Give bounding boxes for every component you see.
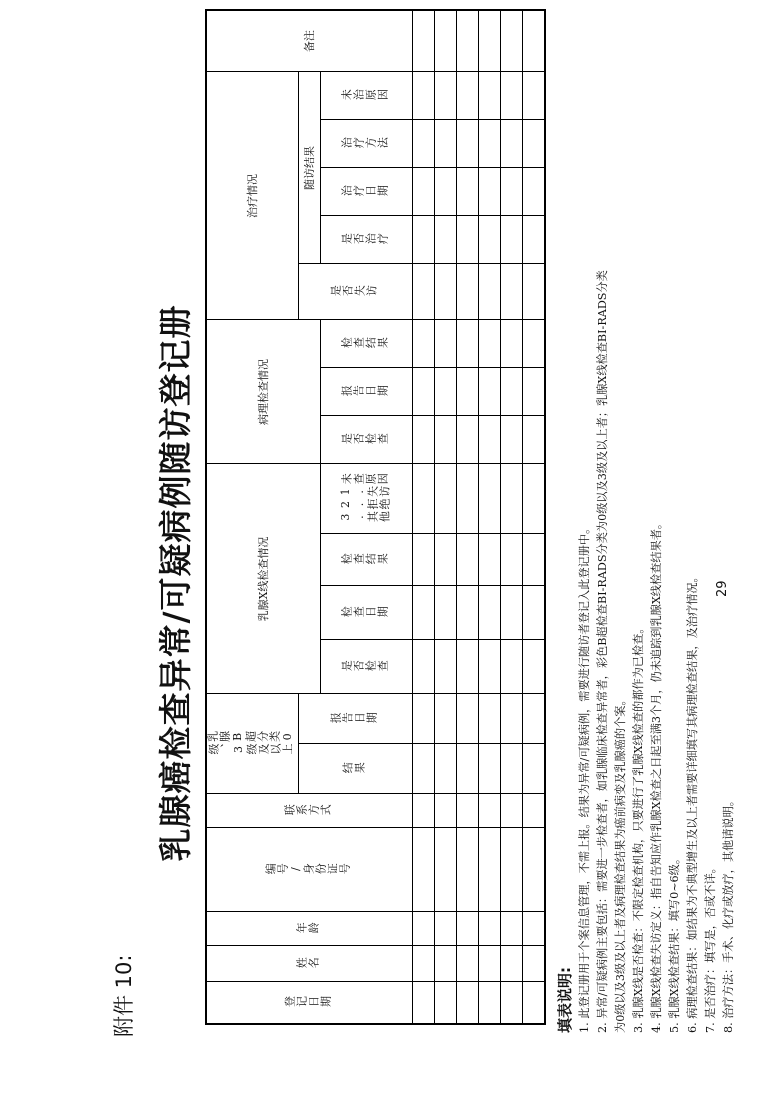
table-body (413, 10, 546, 1024)
table-cell[interactable] (413, 320, 435, 368)
col-header-pathology: 病理检查情况 (206, 320, 321, 464)
table-cell[interactable] (479, 264, 501, 320)
instruction-line: 3. 乳腺X线是否检查：不限定检查机构，只要进行了乳腺X线检查的都作为已检查。 (632, 622, 645, 1033)
table-cell[interactable] (457, 264, 479, 320)
table-cell[interactable] (523, 368, 546, 416)
table-cell[interactable] (501, 912, 523, 946)
table-cell[interactable] (479, 640, 501, 694)
table-cell[interactable] (435, 168, 457, 216)
col-header-path-date: 报告日期 (321, 368, 413, 416)
table-cell[interactable] (435, 264, 457, 320)
table-cell[interactable] (457, 744, 479, 794)
table-cell[interactable] (523, 534, 546, 586)
table-cell[interactable] (457, 368, 479, 416)
instruction-line: 5. 乳腺X线检查结果：填写0~6级。 (668, 852, 681, 1033)
table-cell[interactable] (435, 744, 457, 794)
table-cell[interactable] (457, 794, 479, 828)
table-cell[interactable] (413, 416, 435, 464)
table-cell[interactable] (523, 416, 546, 464)
col-header-treatment: 治疗情况 (206, 72, 299, 320)
table-cell[interactable] (501, 120, 523, 168)
table-cell[interactable] (479, 368, 501, 416)
table-cell[interactable] (523, 828, 546, 912)
table-cell[interactable] (457, 10, 479, 72)
table-cell[interactable] (435, 416, 457, 464)
table-cell[interactable] (457, 120, 479, 168)
col-header-path-done: 是否检查 (321, 416, 413, 464)
instructions (556, 73, 738, 1033)
col-header-id: 编号/身份证号 (206, 828, 413, 912)
table-cell[interactable] (435, 586, 457, 640)
table-cell[interactable] (523, 10, 546, 72)
table-cell[interactable] (523, 264, 546, 320)
table-cell[interactable] (501, 72, 523, 120)
table-cell[interactable] (501, 464, 523, 534)
table-cell[interactable] (479, 694, 501, 744)
table-cell[interactable] (457, 828, 479, 912)
instruction-line: 7. 是否治疗：填写是，否或不详。 (704, 862, 717, 1033)
col-header-reg-date: 登记日期 (206, 982, 413, 1024)
table-cell[interactable] (523, 168, 546, 216)
table-cell[interactable] (413, 744, 435, 794)
table-cell[interactable] (457, 320, 479, 368)
attachment-label: 附件 10: (112, 954, 136, 1037)
table-cell[interactable] (457, 416, 479, 464)
col-header-xray-done: 是否检查 (321, 640, 413, 694)
instruction-line: 2. 异常/可疑病例主要包括：需要进一步检查者，如乳腺临床检查异常者，彩色B超检查BI-RADS分类为0级以及3级及以上者；乳腺X线检查BI-RADS分类 (596, 270, 609, 1033)
table-cell[interactable] (501, 828, 523, 912)
table-cell[interactable] (523, 586, 546, 640)
table-cell[interactable] (479, 416, 501, 464)
table-row (457, 10, 479, 1024)
table-cell[interactable] (479, 120, 501, 168)
col-header-xray-date: 检查日期 (321, 586, 413, 640)
col-header-path-result: 检查结果 (321, 320, 413, 368)
col-header-lost-followup: 是否失访 (299, 264, 413, 320)
table-row (435, 10, 457, 1024)
table-cell[interactable] (479, 216, 501, 264)
table-cell[interactable] (435, 982, 457, 1024)
col-header-xray-result: 检查结果 (321, 534, 413, 586)
table-row (413, 10, 435, 1024)
instruction-line: 8. 治疗方法：手术、化疗或放疗，其他请说明。 (722, 795, 735, 1033)
table-cell[interactable] (501, 794, 523, 828)
col-header-untreated-reason: 未治原因 (321, 72, 413, 120)
table-cell[interactable] (523, 912, 546, 946)
table-cell[interactable] (413, 464, 435, 534)
instructions-heading: 填表说明: (556, 967, 574, 1033)
col-header-xray-reason: 未查原因 1.失访 2.拒绝 3.其他 (321, 464, 413, 534)
table-cell[interactable] (479, 912, 501, 946)
table-cell[interactable] (479, 534, 501, 586)
table-cell[interactable] (435, 640, 457, 694)
table-row (523, 10, 546, 1024)
table-cell[interactable] (435, 694, 457, 744)
table-cell[interactable] (523, 982, 546, 1024)
col-header-remark: 备注 (206, 10, 413, 72)
table-cell[interactable] (435, 534, 457, 586)
table-cell[interactable] (479, 10, 501, 72)
col-header-xray: 乳腺X线检查情况 (206, 464, 321, 694)
table-cell[interactable] (435, 794, 457, 828)
table-cell[interactable] (435, 120, 457, 168)
registration-table (205, 9, 546, 1025)
table-cell[interactable] (413, 912, 435, 946)
table-cell[interactable] (523, 694, 546, 744)
table-cell[interactable] (435, 216, 457, 264)
table-cell[interactable] (501, 216, 523, 264)
table-cell[interactable] (457, 464, 479, 534)
table-cell[interactable] (457, 216, 479, 264)
table-cell[interactable] (413, 264, 435, 320)
table-cell[interactable] (457, 694, 479, 744)
col-header-ultrasound: 乳腺B超分类0级、3级及以上 (206, 694, 299, 794)
col-header-age: 年龄 (206, 912, 413, 946)
table-cell[interactable] (479, 744, 501, 794)
table-cell[interactable] (523, 216, 546, 264)
table-cell[interactable] (435, 464, 457, 534)
table-cell[interactable] (523, 640, 546, 694)
table-cell[interactable] (523, 946, 546, 982)
table-cell[interactable] (479, 946, 501, 982)
col-header-bus-date: 报告日期 (299, 694, 413, 744)
table-row (479, 10, 501, 1024)
table-cell[interactable] (523, 744, 546, 794)
page-title: 乳腺癌检查异常/可疑病例随访登记册 (156, 304, 195, 862)
table-cell[interactable] (501, 168, 523, 216)
table-cell[interactable] (479, 794, 501, 828)
col-header-treat-method: 治疗方法 (321, 120, 413, 168)
instruction-line: 1. 此登记册用于个案信息管理，不需上报。结果为异常/可疑病例，需要进行随访者登记入此登记册中。 (578, 522, 591, 1033)
table-cell[interactable] (435, 368, 457, 416)
col-header-contact: 联系方式 (206, 794, 413, 828)
table-cell[interactable] (501, 320, 523, 368)
table-cell[interactable] (457, 982, 479, 1024)
table-cell[interactable] (435, 912, 457, 946)
table-cell[interactable] (457, 912, 479, 946)
table-cell[interactable] (413, 216, 435, 264)
table-cell[interactable] (413, 946, 435, 982)
table-cell[interactable] (413, 120, 435, 168)
table-cell[interactable] (479, 72, 501, 120)
table-cell[interactable] (457, 168, 479, 216)
table-cell[interactable] (413, 168, 435, 216)
table-cell[interactable] (501, 264, 523, 320)
table-cell[interactable] (501, 416, 523, 464)
table-cell[interactable] (413, 534, 435, 586)
table-cell[interactable] (523, 794, 546, 828)
table-cell[interactable] (479, 168, 501, 216)
table-cell[interactable] (523, 72, 546, 120)
table-cell[interactable] (413, 982, 435, 1024)
table-cell[interactable] (523, 120, 546, 168)
table-cell[interactable] (457, 534, 479, 586)
table-cell[interactable] (435, 946, 457, 982)
table-cell[interactable] (501, 368, 523, 416)
col-header-bus-result: 结果 (299, 744, 413, 794)
table-cell[interactable] (501, 586, 523, 640)
table-cell[interactable] (457, 640, 479, 694)
instruction-line: 6. 病理检查结果：如结果为不典型增生及以上者需要详细填写其病理检查结果，及治疗情况。 (686, 571, 699, 1033)
table-cell[interactable] (435, 320, 457, 368)
table-cell[interactable] (457, 72, 479, 120)
table-cell[interactable] (435, 10, 457, 72)
table-cell[interactable] (523, 464, 546, 534)
page-number: 29 (715, 580, 730, 597)
table-cell[interactable] (501, 694, 523, 744)
table-cell[interactable] (501, 982, 523, 1024)
table-cell[interactable] (413, 640, 435, 694)
col-header-followup-result: 随访结果 (299, 72, 321, 264)
table-row (501, 10, 523, 1024)
col-header-name: 姓名 (206, 946, 413, 982)
table-cell[interactable] (413, 586, 435, 640)
table-cell[interactable] (479, 982, 501, 1024)
table-cell[interactable] (479, 828, 501, 912)
table-cell[interactable] (413, 694, 435, 744)
table-cell[interactable] (479, 320, 501, 368)
table-cell[interactable] (479, 586, 501, 640)
table-cell[interactable] (457, 586, 479, 640)
table-cell[interactable] (413, 10, 435, 72)
table-cell[interactable] (501, 640, 523, 694)
table-cell[interactable] (413, 368, 435, 416)
instruction-line: 为0级以及3级及以上者及病理检查结果为癌前病变及乳腺癌的个案。 (614, 694, 627, 1033)
table-cell[interactable] (501, 946, 523, 982)
instruction-line: 4. 乳腺X线检查失访定义：指自告知应作乳腺X检查之日起至满3个月，仍未追踪到乳腺X线检查结果者。 (650, 517, 663, 1033)
table-cell[interactable] (435, 828, 457, 912)
col-header-treated: 是否治疗 (321, 216, 413, 264)
table-cell[interactable] (501, 10, 523, 72)
table-cell[interactable] (501, 534, 523, 586)
table-cell[interactable] (435, 72, 457, 120)
table-cell[interactable] (413, 828, 435, 912)
table-cell[interactable] (523, 320, 546, 368)
col-header-treat-date: 治疗日期 (321, 168, 413, 216)
table-cell[interactable] (479, 464, 501, 534)
table-cell[interactable] (413, 72, 435, 120)
table-cell[interactable] (457, 946, 479, 982)
table-cell[interactable] (501, 744, 523, 794)
table-cell[interactable] (413, 794, 435, 828)
